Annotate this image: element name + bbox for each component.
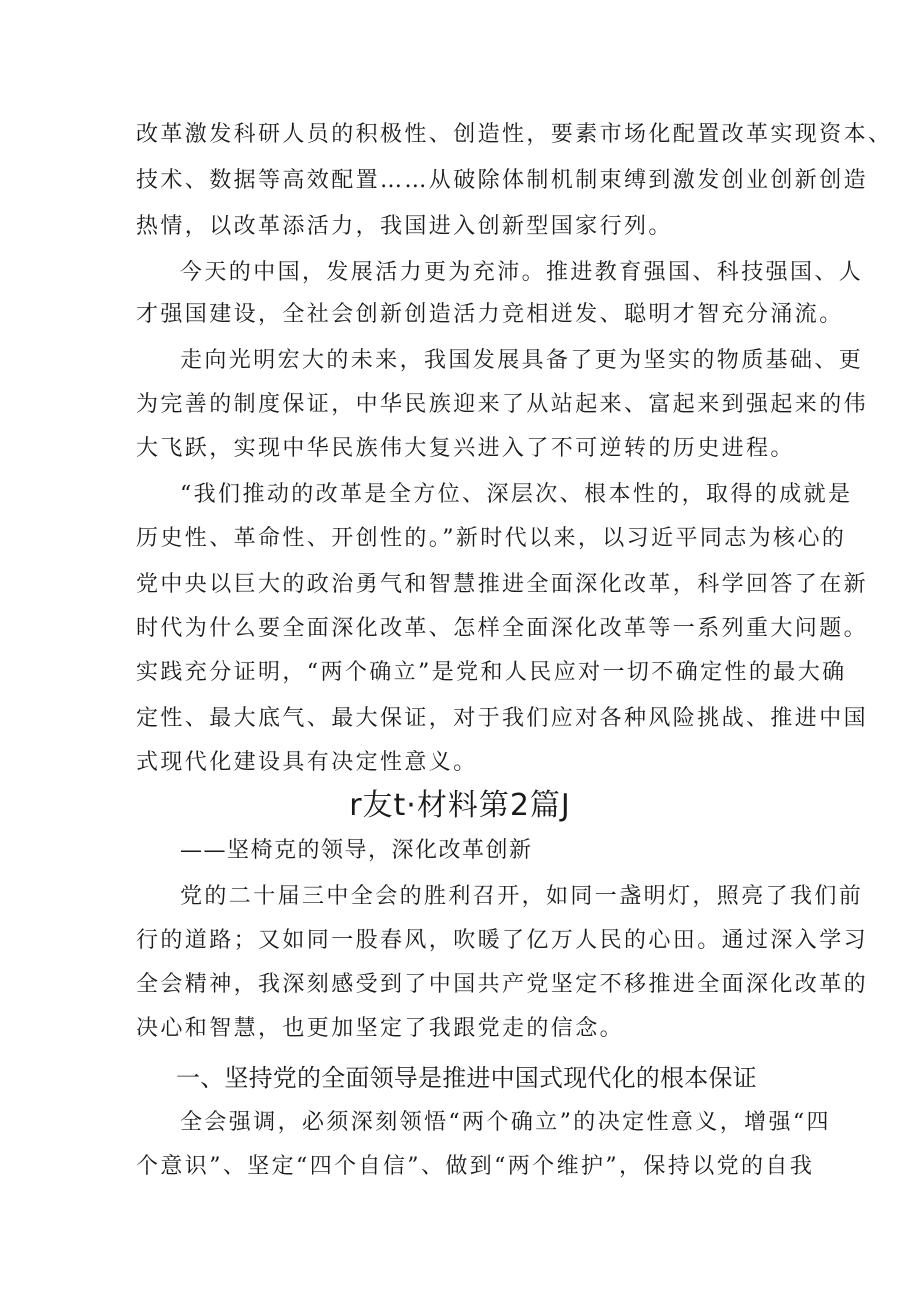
paragraph-1-line-3: 热情，以改革添活力，我国进入创新型国家行列。 xyxy=(136,214,673,239)
paragraph-6-line-2: 个意识”、坚定“四个自信”、做到“两个维护”，保持以党的自我 xyxy=(136,1154,815,1179)
paragraph-3-line-3: 大飞跃，实现中华民族伟大复兴进入了不可逆转的历史进程。 xyxy=(136,436,795,461)
paragraph-2-line-1: 今天的中国，发展活力更为充沛。推进教育强国、科技强国、人 xyxy=(180,260,864,285)
paragraph-4-line-7: 式现代化建设具有决定性意义。 xyxy=(136,750,478,775)
paragraph-2-line-2: 才强国建设，全社会创新创造活力竞相迸发、聪明才智充分涌流。 xyxy=(136,302,844,327)
paragraph-5-line-3: 全会精神，我深刻感受到了中国共产党坚定不移推进全面深化改革的 xyxy=(136,972,869,997)
article-heading: r友t·材料第2篇J xyxy=(349,788,571,823)
paragraph-5-line-1: 党的二十届三中全会的胜利召开，如同一盏明灯，照亮了我们前 xyxy=(180,884,864,909)
paragraph-3-line-1: 走向光明宏大的未来，我国发展具备了更为坚实的物质基础、更 xyxy=(180,348,864,373)
paragraph-4-line-2: 历史性、革命性、开创性的。”新时代以来，以习近平同志为核心的 xyxy=(136,526,847,551)
section-heading: 一、坚持党的全面领导是推进中国式现代化的根本保证 xyxy=(176,1064,757,1092)
paragraph-4-line-1: “我们推动的改革是全方位、深层次、根本性的，取得的成就是 xyxy=(180,482,853,507)
paragraph-3-line-2: 为完善的制度保证，中华民族迎来了从站起来、富起来到强起来的伟 xyxy=(136,392,869,417)
article-subtitle: ——坚椅克的领导，深化改革创新 xyxy=(180,838,533,863)
paragraph-5-line-4: 决心和智慧，也更加坚定了我跟党走的信念。 xyxy=(136,1016,625,1041)
paragraph-4-line-3: 党中央以巨大的政治勇气和智慧推进全面深化改革，科学回答了在新 xyxy=(136,572,869,597)
paragraph-5-line-2: 行的道路；又如同一股春风，吹暖了亿万人民的心田。通过深入学习 xyxy=(136,928,869,953)
paragraph-6-line-1: 全会强调，必须深刻领悟“两个确立”的决定性意义，增强“四 xyxy=(180,1110,831,1135)
paragraph-1-line-2: 技术、数据等高效配置……从破除体制机制束缚到激发创业创新创造 xyxy=(136,168,869,193)
paragraph-4-line-5: 实践充分证明，“两个确立”是党和人民应对一切不确定性的最大确 xyxy=(136,660,847,685)
paragraph-1-line-1: 改革激发科研人员的积极性、创造性，要素市场化配置改革实现资本、 xyxy=(136,122,893,147)
paragraph-4-line-6: 定性、最大底气、最大保证，对于我们应对各种风险挑战、推进中国 xyxy=(136,706,869,731)
paragraph-4-line-4: 时代为什么要全面深化改革、怎样全面深化改革等一系列重大问题。 xyxy=(136,616,869,641)
